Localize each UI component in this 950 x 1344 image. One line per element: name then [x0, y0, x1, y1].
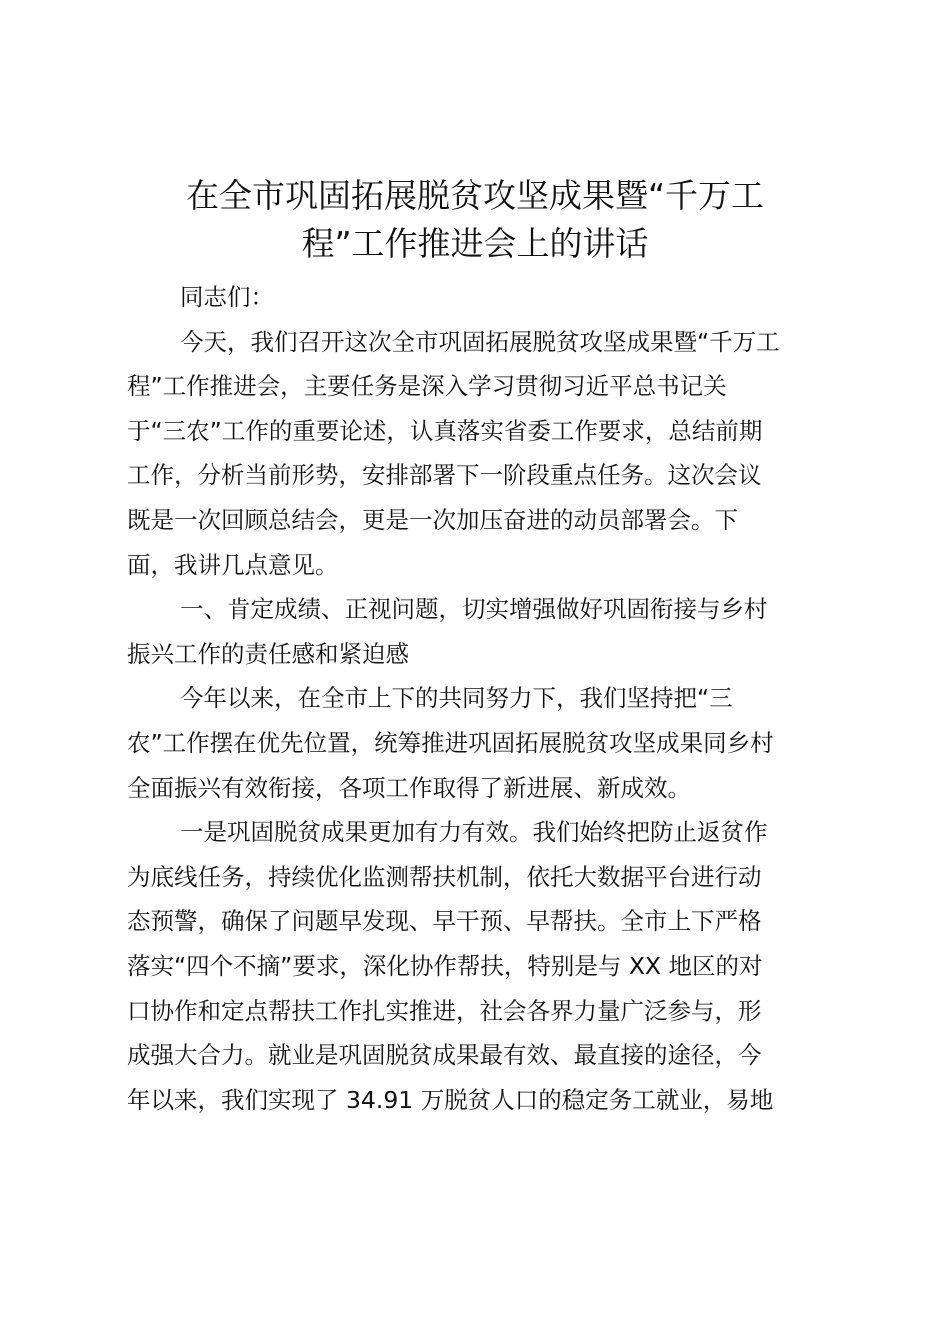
text-line: 今年以来，在全市上下的共同努力下，我们坚持把“三 [180, 684, 733, 713]
text-line: 态预警，确保了问题早发现、早干预、早帮扶。全市上下严格 [127, 907, 762, 936]
text-line: 程”工作推进会，主要任务是深入学习贯彻习近平总书记关 [127, 372, 727, 401]
text-line: 工作，分析当前形势，安排部署下一阶段重点任务。这次会议 [127, 461, 762, 490]
document-title-line-1: 在全市巩固拓展脱贫攻坚成果暨“千万工 [185, 176, 765, 215]
text-line: 既是一次回顾总结会，更是一次加压奋进的动员部署会。下 [127, 505, 738, 534]
text-line: 落实“四个不摘”要求，深化协作帮扶，特别是与 XX 地区的对 [127, 951, 763, 980]
salutation: 同志们： [180, 283, 274, 311]
text-line: 面，我讲几点意见。 [127, 550, 339, 579]
section-heading: 一、肯定成绩、正视问题，切实增强做好巩固衔接与乡村 [180, 595, 768, 624]
text-line: 农”工作摆在优先位置，统筹推进巩固拓展脱贫攻坚成果同乡村 [127, 728, 774, 757]
text-line: 一是巩固脱贫成果更加有力有效。我们始终把防止返贫作 [180, 818, 768, 847]
text-line: 于“三农”工作的重要论述，认真落实省委工作要求，总结前期 [127, 416, 763, 445]
section-heading: 振兴工作的责任感和紧迫感 [127, 639, 409, 668]
document-body [127, 275, 847, 1122]
text-line: 为底线任务，持续优化监测帮扶机制，依托大数据平台进行动 [127, 862, 762, 891]
text-line: 口协作和定点帮扶工作扎实推进，社会各界力量广泛参与，形 [127, 996, 762, 1025]
text-line: 全面振兴有效衔接，各项工作取得了新进展、新成效。 [127, 773, 691, 802]
document-title-line-2: 程”工作推进会上的讲话 [301, 224, 649, 263]
text-line: 成强大合力。就业是巩固脱贫成果最有效、最直接的途径，今 [127, 1041, 762, 1070]
text-line: 年以来，我们实现了 34.91 万脱贫人口的稳定务工就业，易地 [127, 1085, 774, 1114]
text-line: 今天，我们召开这次全市巩固拓展脱贫攻坚成果暨“千万工 [180, 327, 780, 356]
